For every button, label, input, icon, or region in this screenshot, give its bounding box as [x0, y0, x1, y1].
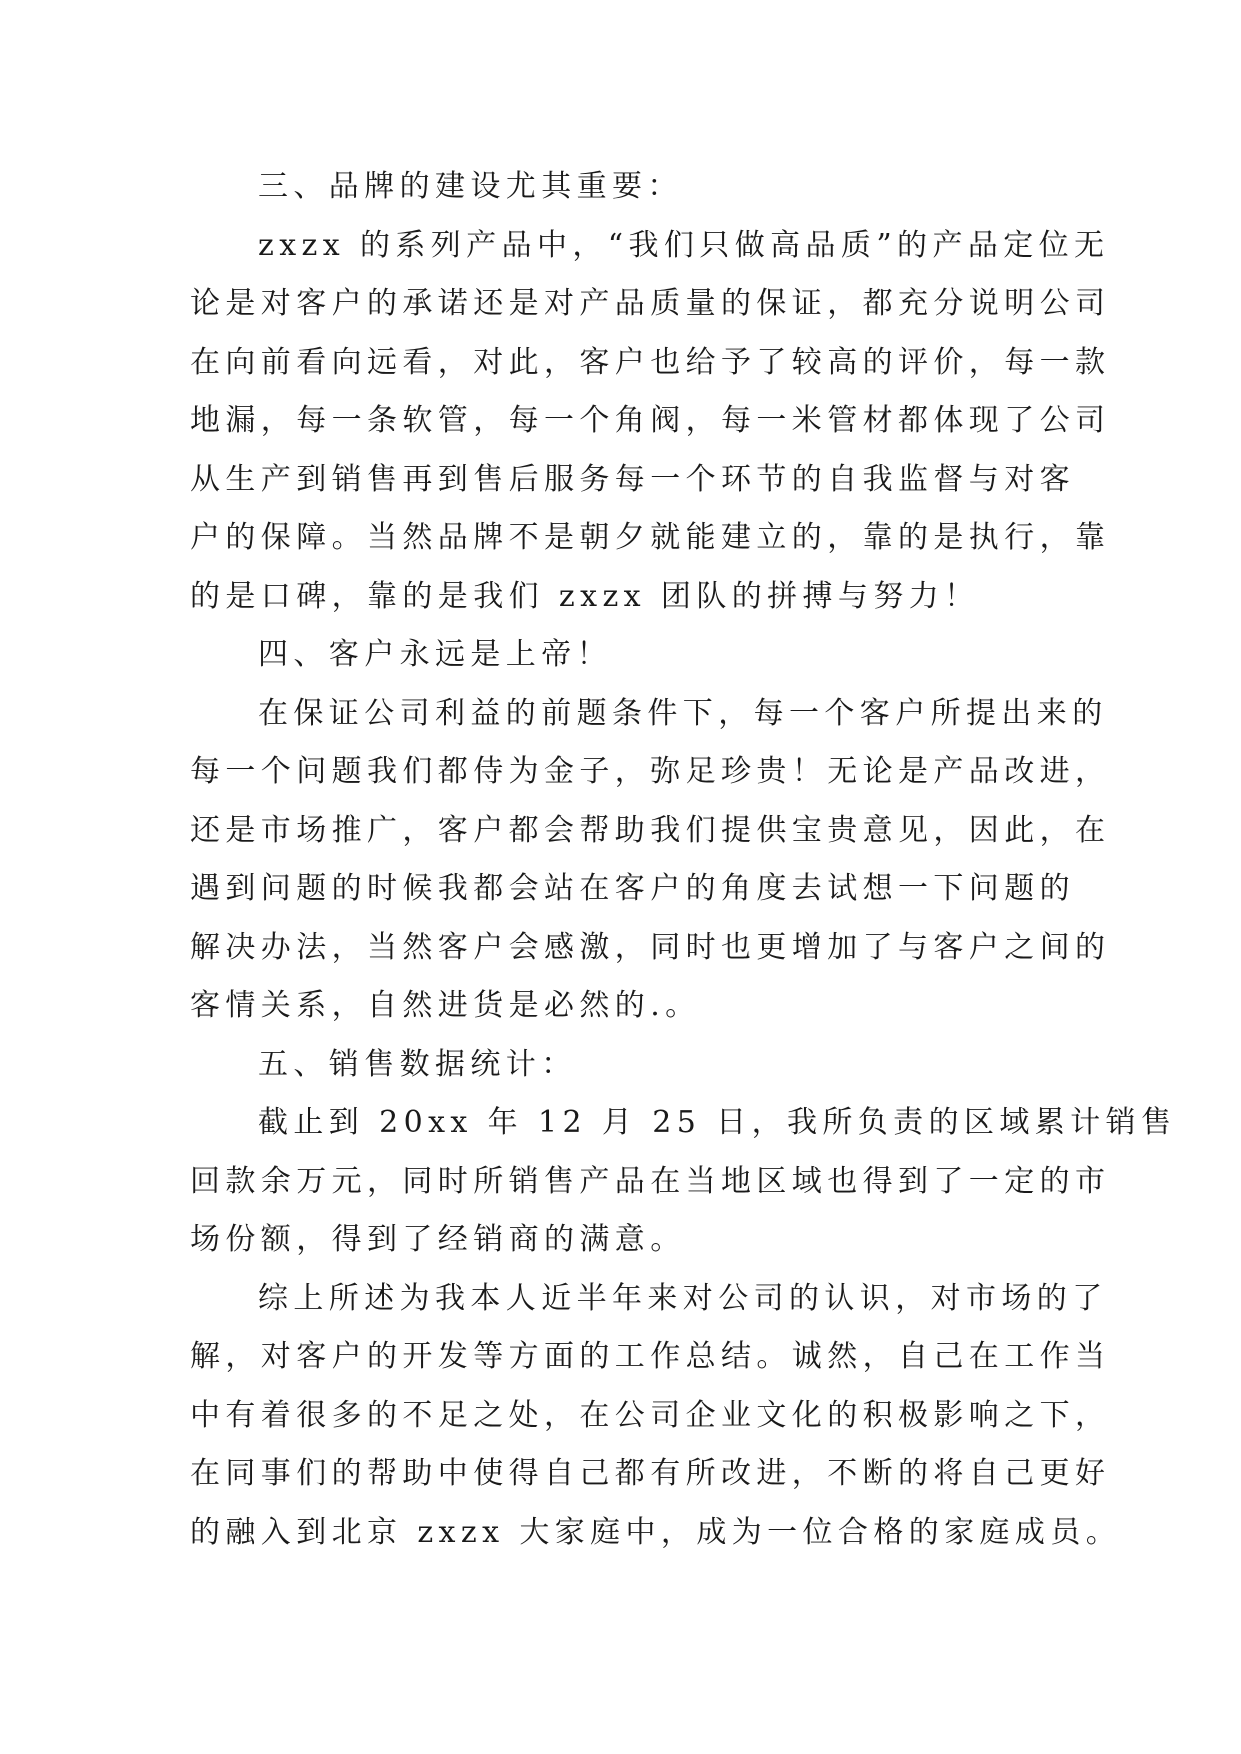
- text-line: 解决办法，当然客户会感激，同时也更增加了与客户之间的: [190, 929, 1111, 965]
- paragraph-brand: [190, 217, 1111, 627]
- paragraph-sales-data: [190, 1094, 1177, 1270]
- text-line: 场份额，得到了经销商的满意。: [190, 1222, 686, 1257]
- text-line: zxzx 的系列产品中，“我们只做高品质”的产品定位无: [258, 227, 1110, 263]
- text-line: 客情关系，自然进货是必然的.。: [190, 988, 701, 1023]
- text-line: 综上所述为我本人近半年来对公司的认识，对市场的了: [258, 1280, 1108, 1316]
- text-line: 三、品牌的建设尤其重要：: [258, 169, 683, 204]
- section-heading-customer: [190, 626, 1070, 685]
- text-line: 每一个问题我们都侍为金子，弥足珍贵！无论是产品改进，: [190, 754, 1111, 789]
- document-body: [190, 158, 1177, 1562]
- text-line: 解，对客户的开发等方面的工作总结。诚然，自己在工作当: [190, 1339, 1111, 1374]
- text-line: 中有着很多的不足之处，在公司企业文化的积极影响之下，: [190, 1397, 1111, 1433]
- paragraph-summary: [190, 1270, 1122, 1563]
- text-line: 地漏，每一条软管，每一个角阀，每一米管材都体现了公司: [190, 403, 1111, 438]
- text-line: 遇到问题的时候我都会站在客户的角度去试想一下问题的: [190, 871, 1075, 906]
- text-line: 四、客户永远是上帝！: [258, 637, 612, 672]
- text-line: 的是口碑，靠的是我们 zxzx 团队的拼搏与努力！: [190, 578, 980, 614]
- section-heading-brand: [190, 158, 1070, 217]
- text-line: 从生产到销售再到售后服务每一个环节的自我监督与对客: [190, 461, 1075, 497]
- text-line: 在同事们的帮助中使得自己都有所改进，不断的将自己更好: [190, 1456, 1111, 1491]
- section-heading-sales-data: [190, 1036, 1070, 1095]
- text-line: 还是市场推广，客户都会帮助我们提供宝贵意见，因此，在: [190, 812, 1111, 848]
- text-line: 的融入到北京 zxzx 大家庭中，成为一位合格的家庭成员。: [190, 1514, 1122, 1550]
- text-line: 五、销售数据统计：: [258, 1046, 577, 1082]
- text-line: 论是对客户的承诺还是对产品质量的保证，都充分说明公司: [190, 286, 1111, 321]
- paragraph-customer: [190, 685, 1111, 1036]
- text-line: 户的保障。当然品牌不是朝夕就能建立的，靠的是执行，靠: [190, 520, 1111, 555]
- text-line: 在保证公司利益的前题条件下，每一个客户所提出来的: [258, 695, 1108, 731]
- text-line: 回款余万元，同时所销售产品在当地区域也得到了一定的市: [190, 1163, 1111, 1199]
- text-line: 截止到 20xx 年 12 月 25 日，我所负责的区域累计销售: [258, 1105, 1177, 1140]
- text-line: 在向前看向远看，对此，客户也给予了较高的评价，每一款: [190, 344, 1111, 380]
